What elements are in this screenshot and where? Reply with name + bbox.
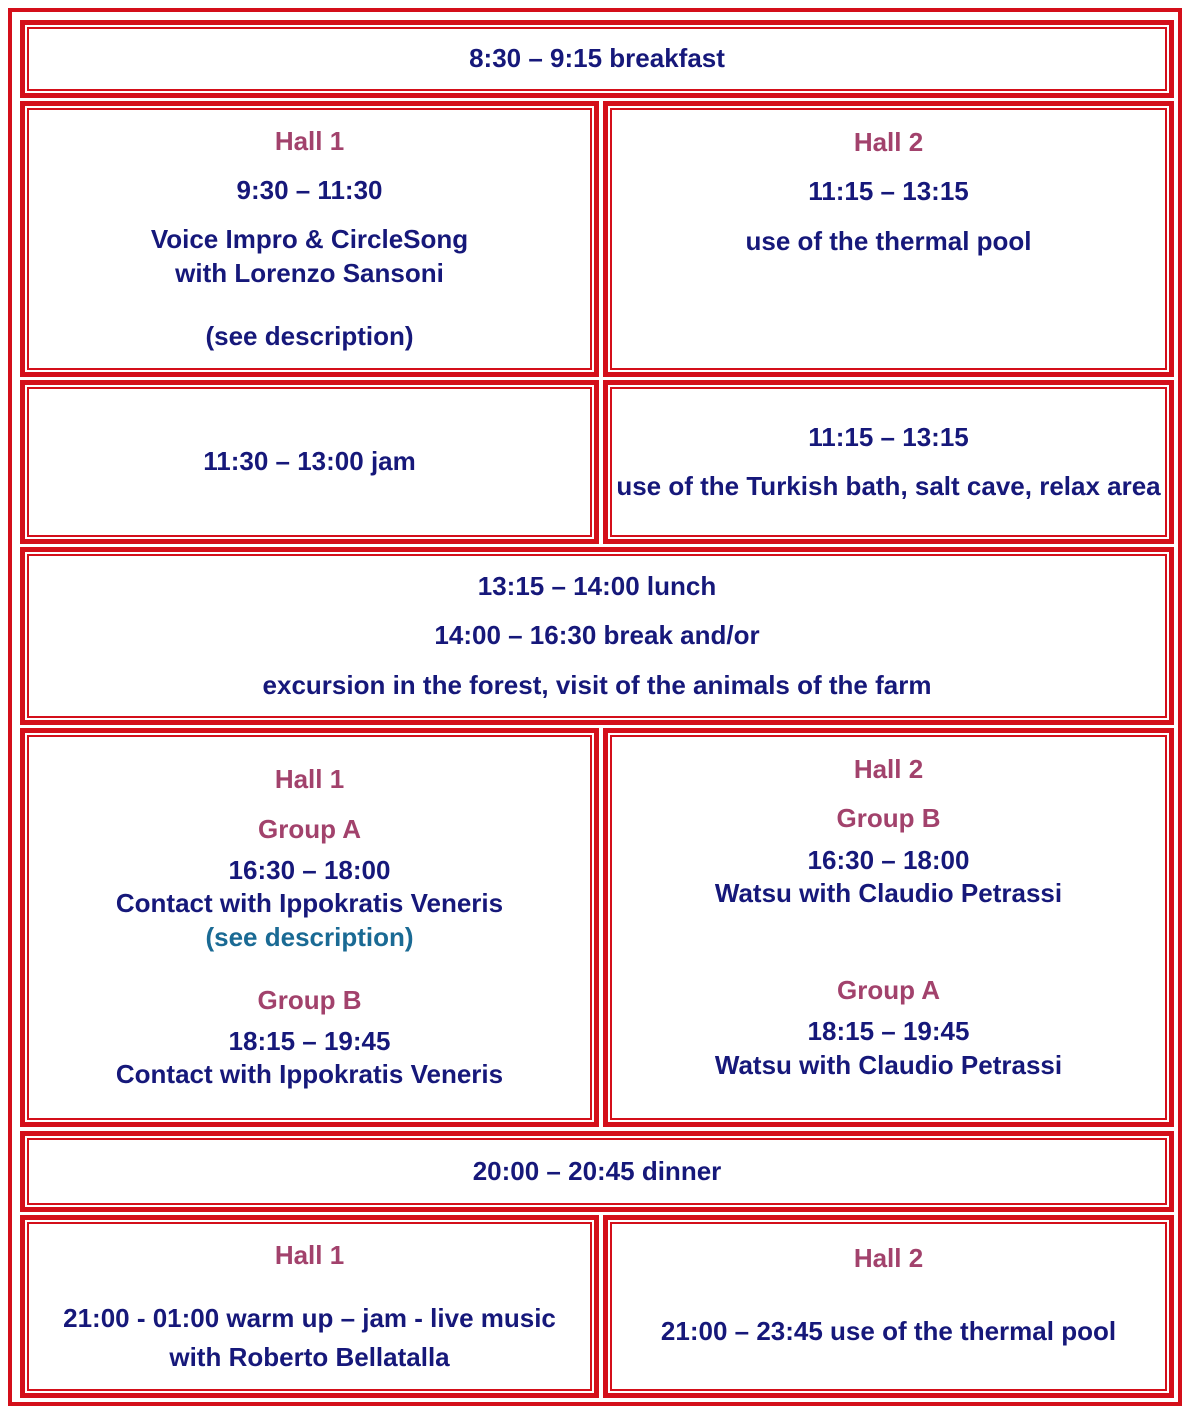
afternoon-hall2-time-a: 18:15 – 19:45 — [807, 1016, 970, 1047]
afternoon-hall1-group-b: Group B — [257, 984, 362, 1015]
afternoon-hall1-group-a: Group A — [257, 813, 362, 844]
evening-hall2-title: Hall 2 — [853, 1243, 924, 1273]
afternoon-hall2-time-b: 16:30 – 18:00 — [807, 844, 970, 875]
hall1-title: Hall 1 — [274, 125, 345, 156]
afternoon-hall2-cell — [603, 728, 1174, 1127]
evening-hall1-cell — [20, 1215, 599, 1398]
morning-hall2-time: 11:15 – 13:15 — [808, 176, 969, 207]
afternoon-hall1-activity-b: Contact with Ippokratis Veneris — [115, 1059, 504, 1090]
excursion-text: excursion in the forest, visit of the animals of the farm — [262, 669, 932, 700]
afternoon-hall2-title: Hall 2 — [853, 754, 924, 784]
morning-hall1-activity-line1: Voice Impro & CircleSong — [150, 224, 469, 255]
afternoon-hall2-activity-a: Watsu with Claudio Petrassi — [714, 1049, 1063, 1080]
morning-hall1-cell — [20, 101, 599, 377]
spa-activity: use of the Turkish bath, salt cave, relax area — [616, 471, 1161, 501]
morning-hall1-description-link[interactable]: (see description) — [205, 320, 414, 351]
evening-hall1-title: Hall 1 — [274, 1239, 345, 1270]
afternoon-hall1-description-link[interactable]: (see description) — [205, 921, 414, 952]
afternoon-hall2-activity-b: Watsu with Claudio Petrassi — [714, 877, 1063, 908]
lunch-text: 13:15 – 14:00 lunch — [477, 571, 717, 602]
afternoon-hall1-time-b: 18:15 – 19:45 — [228, 1026, 391, 1057]
afternoon-hall2-group-b: Group B — [836, 803, 941, 834]
evening-hall2-cell — [603, 1215, 1174, 1398]
breakfast-text: 8:30 – 9:15 breakfast — [469, 43, 725, 74]
afternoon-hall1-activity-a: Contact with Ippokratis Veneris — [115, 888, 504, 919]
dinner-cell — [20, 1131, 1174, 1212]
morning-hall2-activity: use of the thermal pool — [745, 225, 1032, 256]
jam-text: 11:30 – 13:00 jam — [203, 446, 416, 477]
midday-cell — [20, 547, 1174, 725]
morning-hall1-activity-line2: with Lorenzo Sansoni — [175, 257, 444, 288]
morning-hall1-time: 9:30 – 11:30 — [236, 175, 383, 206]
evening-hall2-activity: 21:00 – 23:45 use of the thermal pool — [660, 1316, 1117, 1347]
evening-hall1-line2: with Roberto Bellatalla — [169, 1342, 450, 1373]
spa-time: 11:15 – 13:15 — [808, 421, 969, 452]
spa-cell — [603, 380, 1174, 544]
dinner-text: 20:00 – 20:45 dinner — [472, 1155, 722, 1186]
afternoon-hall2-group-a: Group A — [836, 975, 941, 1006]
jam-cell — [20, 380, 599, 544]
break-text: 14:00 – 16:30 break and/or — [434, 620, 760, 651]
breakfast-cell — [20, 20, 1174, 98]
afternoon-hall1-title: Hall 1 — [274, 764, 345, 795]
morning-hall2-cell — [603, 101, 1174, 377]
afternoon-hall1-time-a: 16:30 – 18:00 — [228, 854, 391, 885]
hall2-title: Hall 2 — [853, 127, 924, 157]
afternoon-hall1-cell — [20, 728, 599, 1127]
evening-hall1-line1: 21:00 - 01:00 warm up – jam - live music — [63, 1302, 556, 1333]
